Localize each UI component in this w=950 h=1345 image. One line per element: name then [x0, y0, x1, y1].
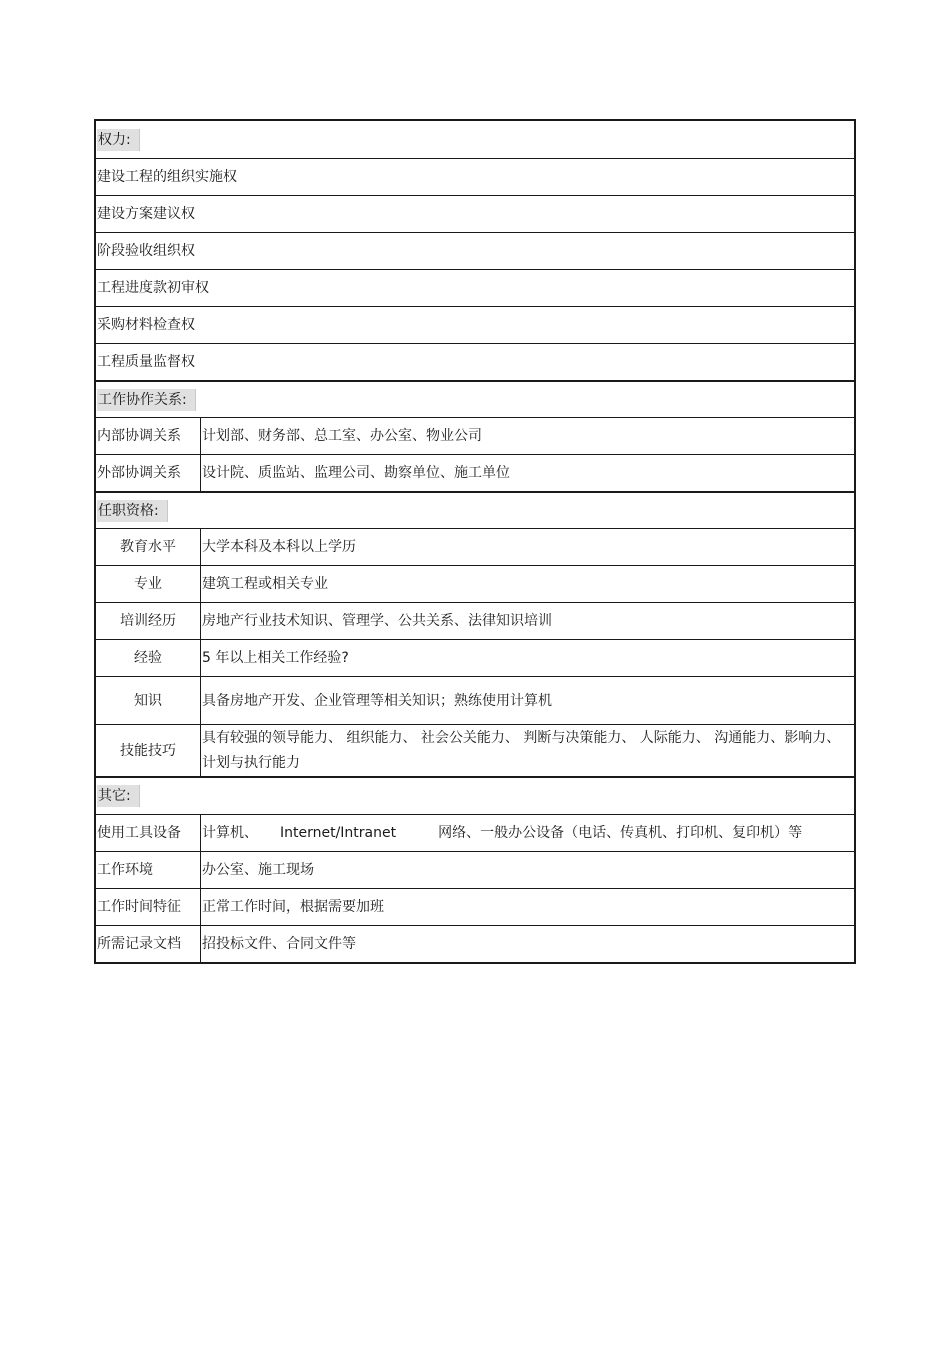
cooperation-header: 工作协作关系:: [97, 389, 196, 411]
experience-label: 经验: [96, 640, 201, 676]
major-label: 专业: [96, 566, 201, 602]
power-item: 工程进度款初审权: [96, 269, 854, 306]
powers-header-row: [96, 121, 854, 158]
hours-label: 工作时间特征: [96, 889, 201, 925]
records-row: [96, 925, 854, 962]
experience-value: 5 年以上相关工作经验?: [202, 650, 349, 666]
job-description-table: [94, 119, 856, 964]
cooperation-header-row: [96, 380, 854, 417]
major-row: [96, 565, 854, 602]
knowledge-row: [96, 676, 854, 724]
tools-label: 使用工具设备: [96, 815, 201, 851]
skills-value: 具有较强的领导能力、 组织能力、 社会公关能力、 判断与决策能力、 人际能力、 沟通能力、影响力、计划与执行能力: [202, 729, 841, 771]
education-label: 教育水平: [96, 529, 201, 565]
power-item: 建设方案建议权: [96, 195, 854, 232]
major-value: 建筑工程或相关专业: [202, 576, 328, 592]
external-coordination-value: 设计院、质监站、监理公司、勘察单位、施工单位: [202, 465, 510, 481]
other-header: 其它:: [97, 785, 140, 807]
training-label: 培训经历: [96, 603, 201, 639]
skills-label: 技能技巧: [96, 725, 201, 776]
environment-value: 办公室、施工现场: [202, 862, 314, 878]
experience-row: [96, 639, 854, 676]
skills-row: [96, 724, 854, 776]
powers-header: 权力:: [97, 129, 140, 151]
power-item: 建设工程的组织实施权: [96, 158, 854, 195]
tools-value: 计算机、 Internet/Intranet 网络、一般办公设备（电话、传真机、打印机、复印机）等: [202, 825, 803, 841]
external-coordination-row: [96, 454, 854, 491]
knowledge-value: 具备房地产开发、企业管理等相关知识；熟练使用计算机: [202, 692, 552, 709]
qualifications-header-row: [96, 491, 854, 528]
hours-value: 正常工作时间，根据需要加班: [202, 899, 384, 915]
education-row: [96, 528, 854, 565]
power-item: 阶段验收组织权: [96, 232, 854, 269]
training-value: 房地产行业技术知识、管理学、公共关系、法律知识培训: [202, 613, 552, 629]
power-item: 工程质量监督权: [96, 343, 854, 380]
knowledge-label: 知识: [96, 677, 201, 724]
records-value: 招投标文件、合同文件等: [202, 936, 356, 952]
training-row: [96, 602, 854, 639]
environment-label: 工作环境: [96, 852, 201, 888]
internal-coordination-row: [96, 417, 854, 454]
education-value: 大学本科及本科以上学历: [202, 539, 356, 555]
power-item: 采购材料检查权: [96, 306, 854, 343]
other-header-row: [96, 776, 854, 814]
internal-coordination-value: 计划部、财务部、总工室、办公室、物业公司: [202, 428, 482, 444]
external-coordination-label: 外部协调关系: [96, 455, 201, 491]
qualifications-header: 任职资格:: [97, 500, 168, 522]
hours-row: [96, 888, 854, 925]
internal-coordination-label: 内部协调关系: [96, 418, 201, 454]
environment-row: [96, 851, 854, 888]
records-label: 所需记录文档: [96, 926, 201, 962]
tools-row: [96, 814, 854, 851]
